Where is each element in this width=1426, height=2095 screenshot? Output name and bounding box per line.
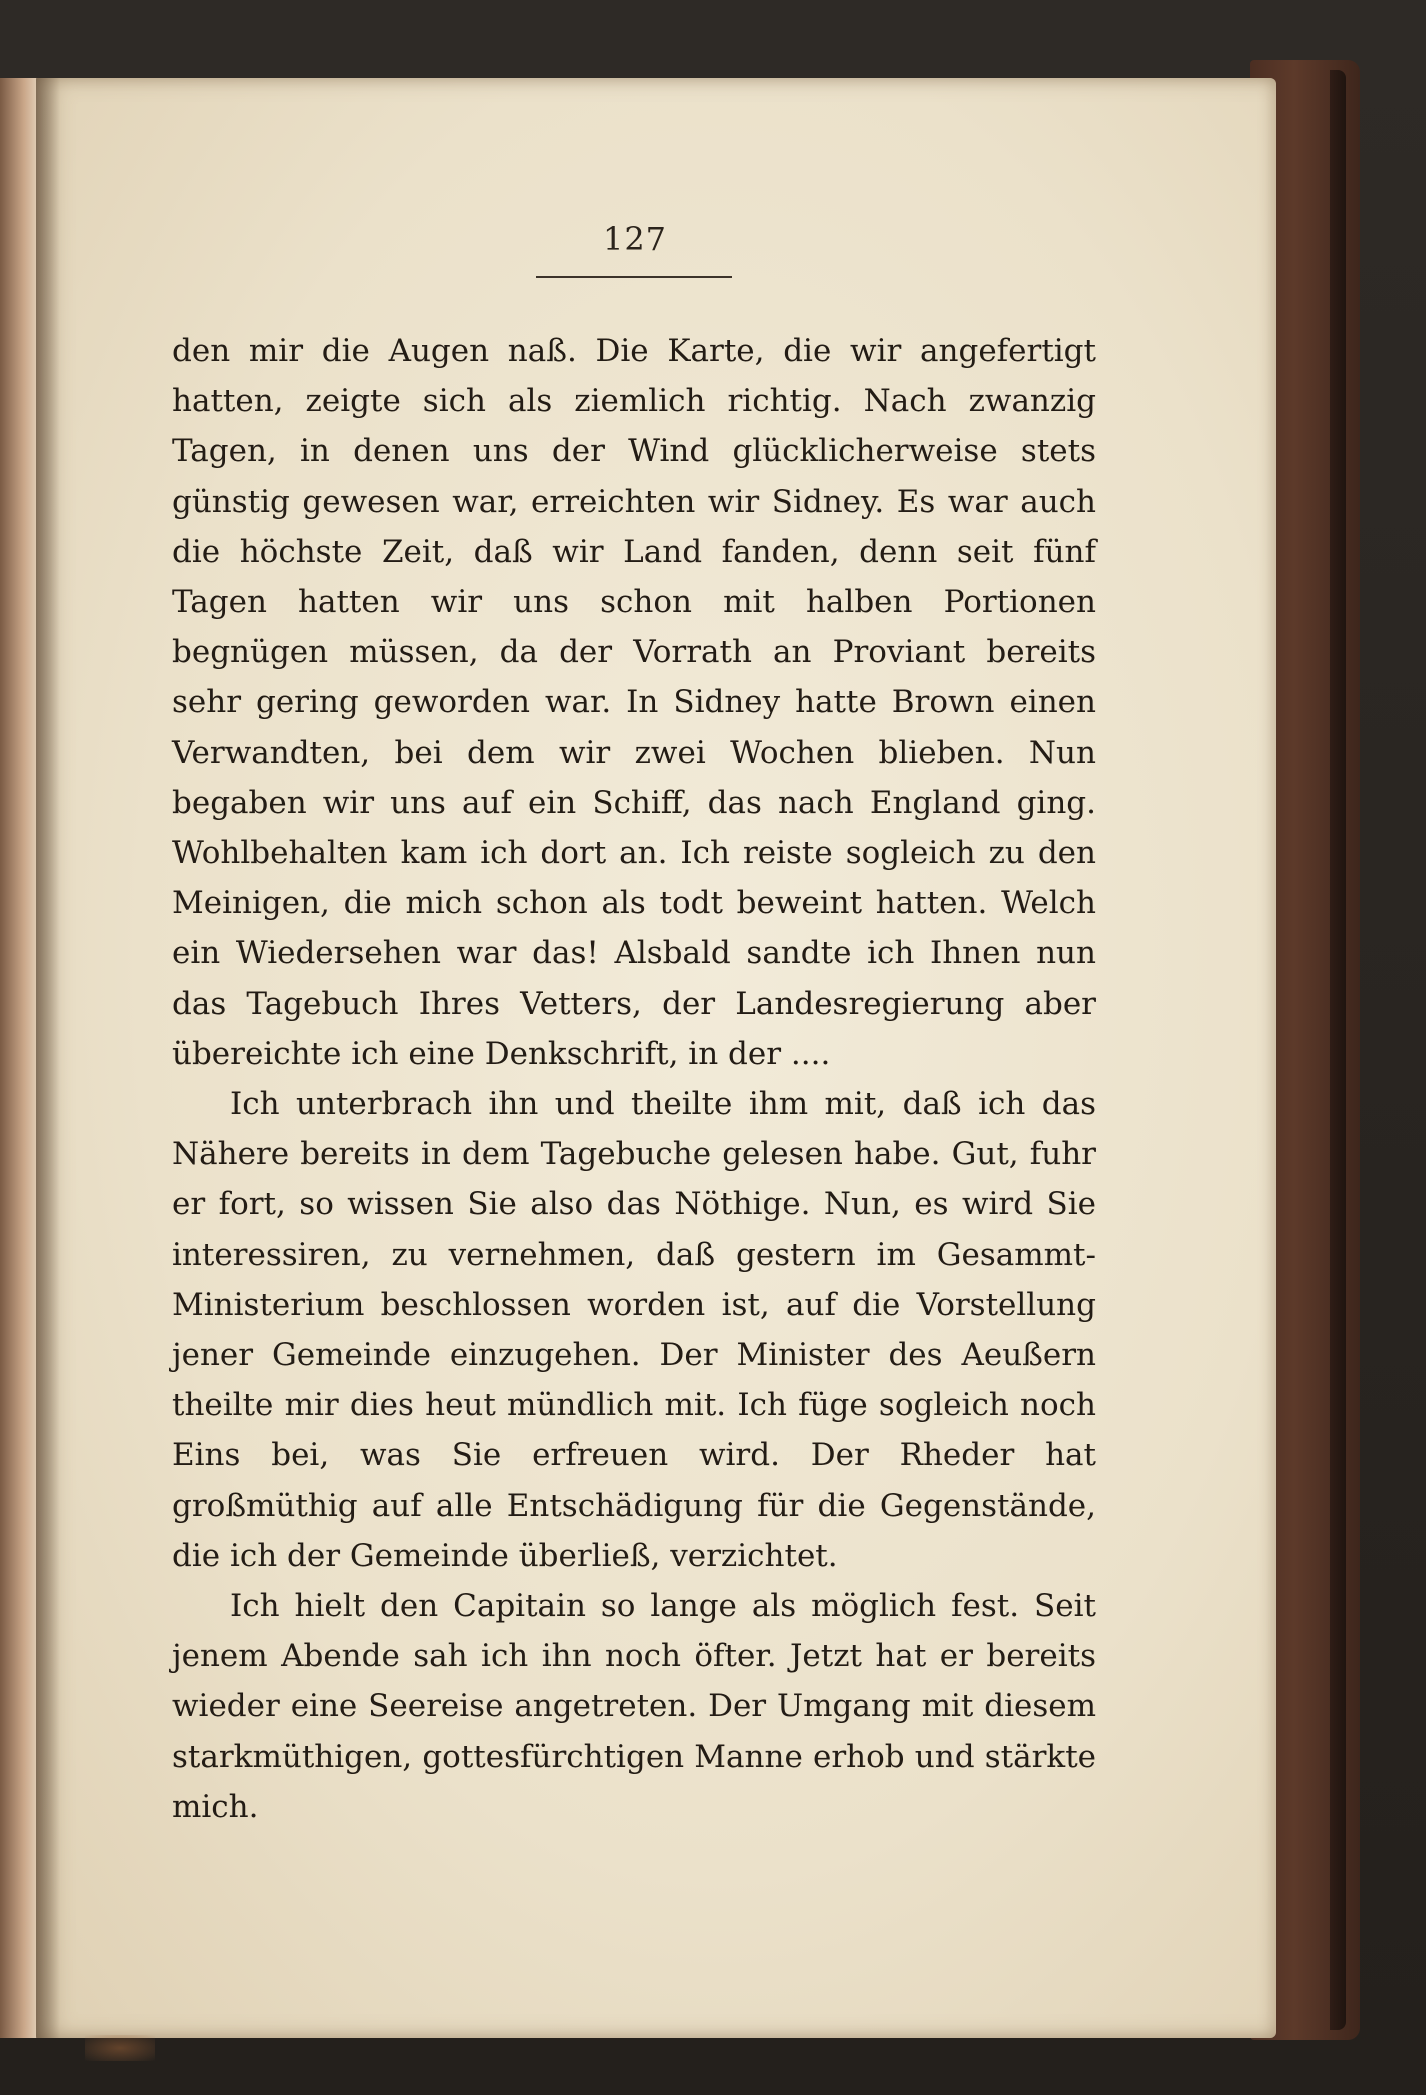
page-number: 127 <box>602 220 668 258</box>
page-number-rule <box>536 276 732 278</box>
book-cover-edge <box>1330 70 1346 2030</box>
page-text <box>172 326 1096 1832</box>
gutter-shadow <box>36 78 60 2038</box>
paragraph-1: den mir die Augen naß. Die Karte, die wir angefertigt hatten, zeigte sich als ziemlich richtig. Nach zwanzig Tagen, in denen uns der Wind glücklicherweise stets günstig gewesen war, erreichten wir Sidney. Es war auch die höchste Zeit, daß wir Land fanden, denn seit fünf Tagen hatten wir uns schon mit halben Portionen begnügen müssen, da der Vorrath an Proviant bereits sehr gering geworden war. In Sidney hatte Brown einen Verwandten, bei dem wir zwei Wochen blieben. Nun begaben wir uns auf ein Schiff, das nach England ging. Wohlbehalten kam ich dort an. Ich reiste sogleich zu den Meinigen, die mich schon als todt beweint hatten. Welch ein Wiedersehen war das! Alsbald sandte ich Ihnen nun das Tagebuch Ihres Vetters, der Landesregierung aber übereichte ich eine Denkschrift, in der .... <box>172 333 1096 1072</box>
paper-stain <box>85 2035 155 2061</box>
facing-page-edge <box>0 78 40 2038</box>
paragraph-2: Ich unterbrach ihn und theilte ihm mit, daß ich das Nähere bereits in dem Tagebuche gelesen habe. Gut, fuhr er fort, so wissen Sie also das Nöthige. Nun, es wird Sie interessiren, zu vernehmen, daß gestern im Gesammt-Ministerium beschlossen worden ist, auf die Vorstellung jener Gemeinde einzugehen. Der Minister des Aeußern theilte mir dies heut mündlich mit. Ich füge sogleich noch Eins bei, was Sie erfreuen wird. Der Rheder hat großmüthig auf alle Entschädigung für die Gegenstände, die ich der Gemeinde überließ, verzichtet. <box>172 1086 1096 1574</box>
paragraph-3: Ich hielt den Capitain so lange als möglich fest. Seit jenem Abende sah ich ihn noch öfter. Jetzt hat er bereits wieder eine Seereise angetreten. Der Umgang mit diesem starkmüthigen, gottesfürchtigen Manne erhob und stärkte mich. <box>172 1588 1096 1825</box>
